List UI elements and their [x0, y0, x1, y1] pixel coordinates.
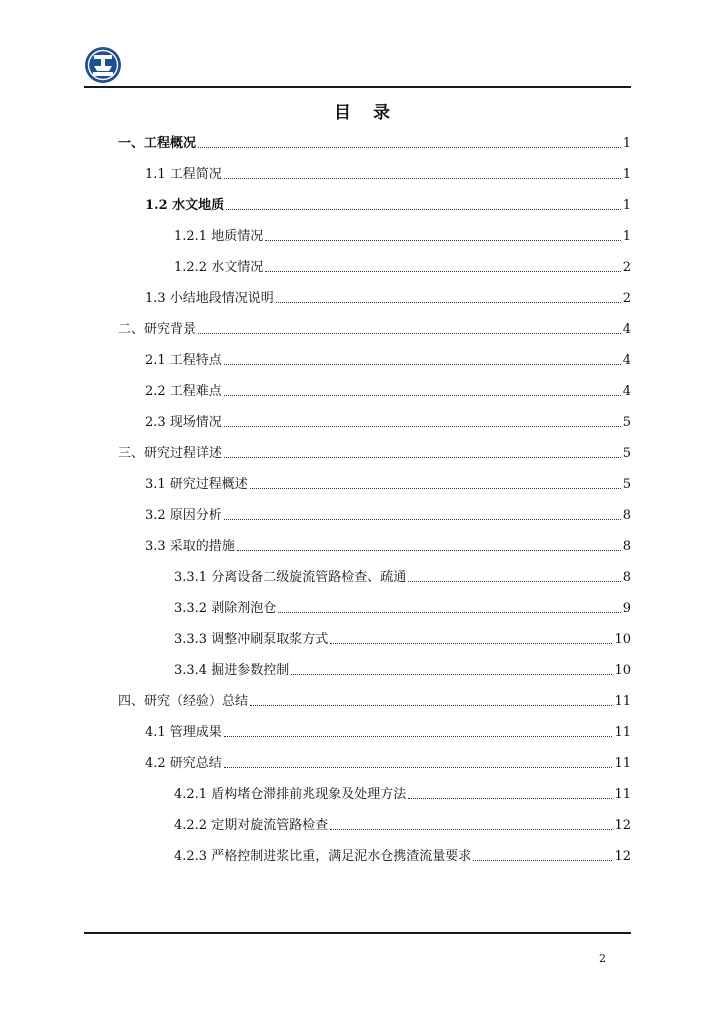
toc-entry-page: 10	[614, 632, 631, 647]
toc-dot-leader	[224, 426, 621, 427]
toc-dot-leader	[408, 798, 612, 799]
company-logo	[84, 46, 122, 84]
toc-entry-label: 四、研究（经验）总结	[118, 694, 249, 709]
toc-entry[interactable]	[145, 473, 631, 493]
toc-entry[interactable]	[174, 225, 631, 245]
toc-dot-leader	[276, 302, 621, 303]
toc-entry[interactable]	[174, 659, 631, 679]
footer-divider	[84, 932, 631, 934]
toc-dot-leader	[278, 612, 621, 613]
toc-dot-leader	[198, 147, 621, 148]
toc-dot-leader	[473, 860, 612, 861]
toc-dot-leader	[237, 550, 621, 551]
toc-entry-page: 5	[622, 446, 631, 461]
toc-entry[interactable]	[174, 566, 631, 586]
toc-entry[interactable]	[145, 380, 631, 400]
toc-entry[interactable]	[145, 194, 631, 214]
toc-entry[interactable]	[145, 349, 631, 369]
company-seal-logo-icon	[84, 46, 122, 84]
toc-dot-leader	[250, 705, 612, 706]
toc-entry-page: 12	[614, 818, 631, 833]
toc-entry-page: 1	[622, 136, 631, 151]
toc-entry-label: 三、研究过程详述	[118, 446, 223, 461]
toc-entry-label: 3.1 研究过程概述	[145, 477, 248, 492]
toc-dot-leader	[224, 736, 613, 737]
toc-entry-label: 2.3 现场情况	[145, 415, 222, 430]
toc-entry-page: 8	[622, 508, 631, 523]
toc-entry-page: 5	[622, 477, 631, 492]
toc-entry-label: 2.1 工程特点	[145, 353, 222, 368]
page-title: 目录	[334, 103, 412, 123]
toc-entry-page: 4	[622, 384, 631, 399]
toc-entry[interactable]	[118, 318, 631, 338]
toc-dot-leader	[224, 457, 621, 458]
toc-entry-label: 4.2.2 定期对旋流管路检查	[174, 818, 329, 833]
toc-entry-label: 一、工程概况	[118, 136, 197, 151]
toc-entry-label: 2.2 工程难点	[145, 384, 222, 399]
toc-entry-page: 11	[614, 694, 631, 709]
toc-entry[interactable]	[118, 442, 631, 462]
toc-entry[interactable]	[118, 690, 631, 710]
toc-entry[interactable]	[174, 256, 631, 276]
toc-entry-page: 11	[614, 787, 631, 802]
toc-dot-leader	[224, 364, 621, 365]
toc-entry-label: 3.3.4 掘进参数控制	[174, 663, 290, 678]
toc-entry[interactable]	[145, 411, 631, 431]
toc-entry-label: 4.1 管理成果	[145, 725, 222, 740]
toc-entry-label: 1.2.1 地质情况	[174, 229, 264, 244]
toc-entry-label: 二、研究背景	[118, 322, 197, 337]
toc-entry[interactable]	[174, 628, 631, 648]
toc-dot-leader	[250, 488, 621, 489]
toc-entry[interactable]	[145, 504, 631, 524]
header-divider	[84, 86, 631, 88]
toc-entry-page: 4	[622, 322, 631, 337]
toc-entry-page: 5	[622, 415, 631, 430]
toc-entry-label: 1.2.2 水文情况	[174, 260, 264, 275]
toc-entry-label: 3.3 采取的措施	[145, 539, 235, 554]
toc-entry[interactable]	[145, 163, 631, 183]
toc-dot-leader	[226, 209, 621, 210]
page-number: 2	[599, 952, 606, 965]
toc-dot-leader	[224, 178, 621, 179]
toc-entry-label: 1.3 小结地段情况说明	[145, 291, 274, 306]
toc-dot-leader	[265, 240, 621, 241]
toc-entry[interactable]	[174, 783, 631, 803]
toc-dot-leader	[224, 767, 613, 768]
toc-entry-page: 11	[614, 756, 631, 771]
toc-entry[interactable]	[174, 597, 631, 617]
toc-entry-page: 11	[614, 725, 631, 740]
toc-entry-label: 4.2.1 盾构堵仓滞排前兆现象及处理方法	[174, 787, 407, 802]
toc-entry-label: 1.2 水文地质	[145, 198, 225, 213]
toc-entry-label: 4.2 研究总结	[145, 756, 222, 771]
toc-entry-label: 4.2.3 严格控制进浆比重，满足泥水仓携渣流量要求	[174, 849, 472, 864]
toc-dot-leader	[291, 674, 612, 675]
toc-entry[interactable]	[145, 721, 631, 741]
toc-dot-leader	[330, 643, 612, 644]
toc-entry-page: 1	[622, 167, 631, 182]
toc-entry-page: 8	[622, 539, 631, 554]
toc-entry-page: 8	[622, 570, 631, 585]
toc-dot-leader	[330, 829, 612, 830]
toc-entry[interactable]	[145, 752, 631, 772]
toc-dot-leader	[198, 333, 621, 334]
toc-entry-page: 10	[614, 663, 631, 678]
toc-entry[interactable]	[174, 845, 631, 865]
toc-dot-leader	[224, 395, 621, 396]
toc-entry-label: 1.1 工程简况	[145, 167, 222, 182]
toc-entry-page: 1	[622, 229, 631, 244]
toc-entry-page: 4	[622, 353, 631, 368]
toc-entry[interactable]	[174, 814, 631, 834]
toc-entry-label: 3.3.3 调整冲刷泵取浆方式	[174, 632, 329, 647]
toc-entry-page: 1	[622, 198, 631, 213]
toc-entry[interactable]	[145, 535, 631, 555]
toc-entry-label: 3.3.1 分离设备二级旋流管路检查、疏通	[174, 570, 407, 585]
toc-entry[interactable]	[118, 132, 631, 152]
toc-dot-leader	[408, 581, 621, 582]
toc-entry-page: 2	[622, 260, 631, 275]
toc-entry-page: 12	[614, 849, 631, 864]
toc-dot-leader	[265, 271, 621, 272]
toc-entry-page: 9	[622, 601, 631, 616]
toc-entry-label: 3.2 原因分析	[145, 508, 222, 523]
toc-entry-label: 3.3.2 剥除剂泡仓	[174, 601, 277, 616]
toc-dot-leader	[224, 519, 621, 520]
toc-entry[interactable]	[145, 287, 631, 307]
toc-entry-page: 2	[622, 291, 631, 306]
